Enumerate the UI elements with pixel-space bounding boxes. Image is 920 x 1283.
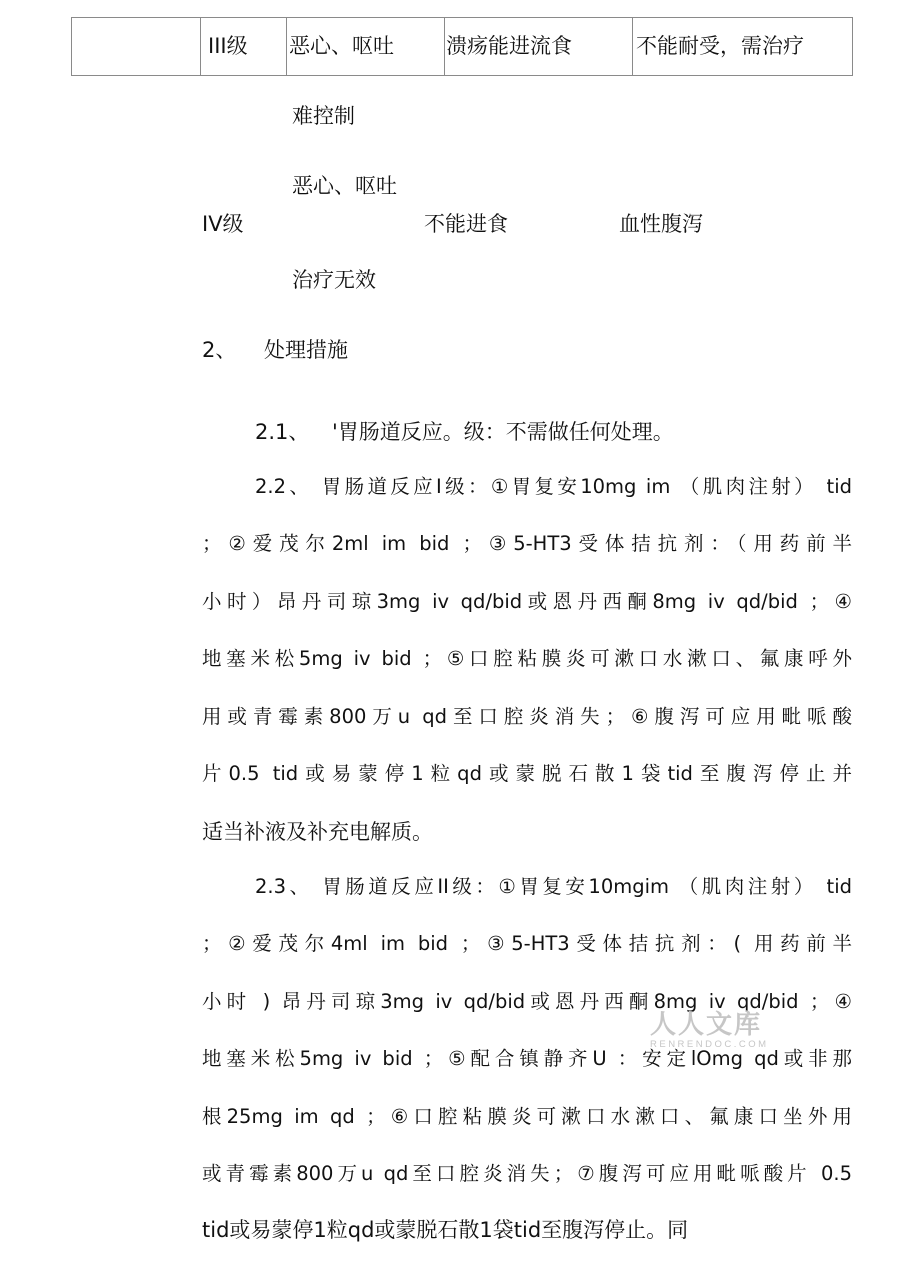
table-divider <box>632 18 633 75</box>
grade4-label: IV级 <box>202 212 244 236</box>
grade-table-row <box>71 17 853 76</box>
p22-line: 2.2、 胃肠道反应I级：①胃复安10mg im （肌肉注射） tid <box>255 475 852 498</box>
p22-line: ；②爱茂尔2ml im bid ；③5-HT3受体拮抗剂：（用药前半 <box>202 532 852 555</box>
p22-line: 用或青霉素800万u qd至口腔炎消失；⑥腹泻可应用毗哌酸 <box>202 705 852 728</box>
grade3-extra-text: 难控制 <box>292 104 355 128</box>
p23-line: ；②爱茂尔4ml im bid ；③5-HT3受体拮抗剂：( 用药前半 <box>202 932 852 955</box>
table-cell-diarrhea: 不能耐受，需治疗 <box>636 34 804 58</box>
table-divider <box>286 18 287 75</box>
p22-line: 片0.5 tid或易蒙停1粒qd或蒙脱石散1袋tid至腹泻停止并 <box>202 762 852 785</box>
grade4-nausea-text-2: 治疗无效 <box>292 268 376 292</box>
p22-line: 小时）昂丹司琼3mg iv qd/bid或恩丹西酮8mg iv qd/bid ；④ <box>202 590 852 613</box>
section-title: 处理措施 <box>264 338 348 362</box>
p22-last-line: 适当补液及补充电解质。 <box>202 820 433 844</box>
p23-line: 或青霉素800万u qd至口腔炎消失；⑦腹泻可应用毗哌酸片 0.5 <box>202 1162 852 1185</box>
p23-last-line: tid或易蒙停1粒qd或蒙脱石散1袋tid至腹泻停止。同 <box>202 1218 689 1242</box>
table-cell-grade: III级 <box>208 34 248 58</box>
p21-number: 2.1、 <box>255 420 310 444</box>
table-divider <box>444 18 445 75</box>
p21-text: '胃肠道反应。级：不需做任何处理。 <box>332 420 674 444</box>
p23-line: 2.3、 胃肠道反应II级：①胃复安10mgim （肌肉注射） tid <box>255 875 852 898</box>
grade4-mucositis-text: 不能进食 <box>424 212 508 236</box>
watermark-logo-text: 人人文库 <box>650 1010 763 1040</box>
p22-line: 地塞米松5mg iv bid ；⑤口腔粘膜炎可漱口水漱口、氟康呼外 <box>202 647 852 670</box>
table-divider <box>200 18 201 75</box>
p23-line: 根25mg im qd ；⑥口腔粘膜炎可漱口水漱口、氟康口坐外用 <box>202 1105 852 1128</box>
grade4-diarrhea-text: 血性腹泻 <box>619 212 703 236</box>
table-cell-nausea: 恶心、呕吐 <box>289 34 394 58</box>
grade4-nausea-text: 恶心、呕吐 <box>292 174 397 198</box>
watermark-url: RENRENDOC.COM <box>650 1039 769 1050</box>
section-number: 2、 <box>202 338 237 362</box>
watermark <box>650 1004 769 1050</box>
p23-line: 小时 ) 昂丹司琼3mg iv qd/bid或恩丹西酮8mg iv qd/bid ；④ <box>202 990 852 1013</box>
table-cell-mucositis: 溃疡能进流食 <box>446 34 572 58</box>
p23-line: 地塞米松5mg iv bid ；⑤配合镇静齐U ：安定lOmg qd或非那 <box>202 1047 852 1070</box>
